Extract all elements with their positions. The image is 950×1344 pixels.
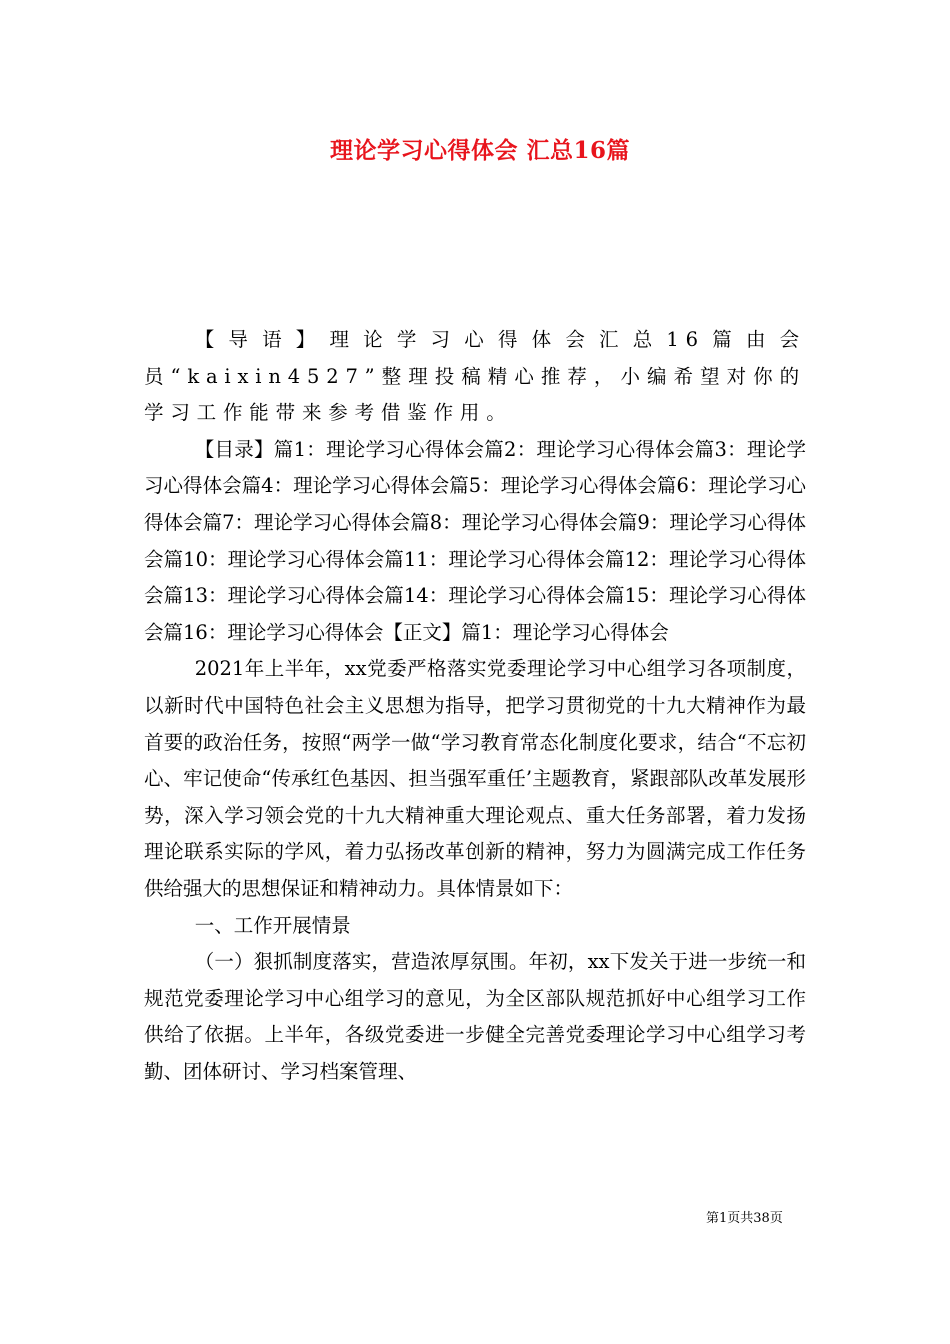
body-paragraph: （一）狠抓制度落实，营造浓厚氛围。年初，xx下发关于进一步统一和规范党委理论学习中心组学习的意见，为全区部队规范抓好中心组学习工作供给了依据。上半年，各级党委进一步健全完善党委理论学习中心组学习考勤、团体研讨、学习档案管理、: [144, 950, 806, 1083]
document-body: [144, 322, 806, 1090]
toc-paragraph: 【目录】篇1：理论学习心得体会篇2：理论学习心得体会篇3：理论学习心得体会篇4：理论学习心得体会篇5：理论学习心得体会篇6：理论学习心得体会篇7：理论学习心得体会篇8：理论学习心得体会篇9：理论学习心得体会篇10：理论学习心得体会篇11：理论学习心得体会篇12：理论学习心得体会篇13：理论学习心得体会篇14：理论学习心得体会篇15：理论学习心得体会篇16：理论学习心得体会【正文】篇1：理论学习心得体会: [144, 437, 806, 644]
intro-paragraph: 【导语】理论学习心得体会汇总16篇由会员“kaixin4527”整理投稿精心推荐，小编希望对你的学习工作能带来参考借鉴作用。: [144, 328, 806, 425]
page-number-footer: 第1页共38页: [706, 1211, 783, 1226]
body-paragraph: 2021年上半年，xx党委严格落实党委理论学习中心组学习各项制度，以新时代中国特色社会主义思想为指导，把学习贯彻党的十九大精神作为最首要的政治任务，按照“两学一做“学习教育常态化制度化要求，结合“不忘初心、牢记使命“传承红色基因、担当强军重任’主题教育，紧跟部队改革发展形势，深入学习领会党的十九大精神重大理论观点、重大任务部署，着力发扬理论联系实际的学风，着力弘扬改革创新的精神，努力为圆满完成工作任务供给强大的思想保证和精神动力。具体情景如下：: [144, 657, 806, 900]
document-title: 理论学习心得体会 汇总16篇: [330, 137, 631, 164]
section-heading: 一、工作开展情景: [194, 913, 351, 937]
